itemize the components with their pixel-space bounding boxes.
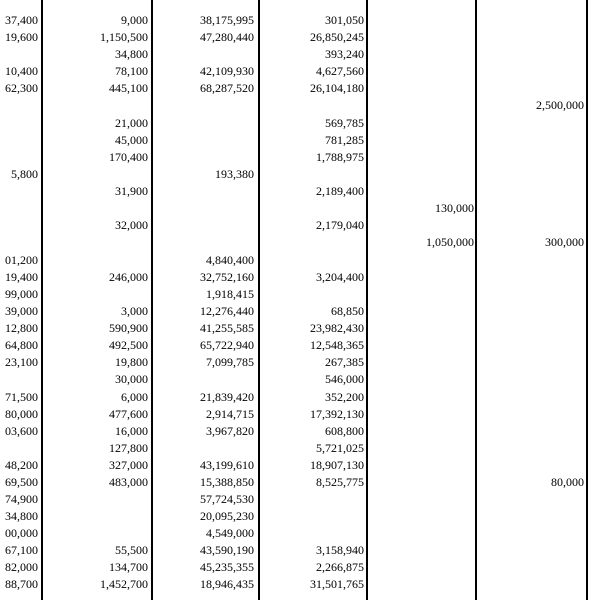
table-row	[0, 252, 600, 269]
table-cell: 4,627,560	[316, 64, 364, 78]
table-cell: 23,982,430	[310, 321, 364, 335]
table-cell: 48,200	[5, 458, 38, 472]
table-cell: 12,548,365	[310, 338, 364, 352]
table-cell: 31,900	[115, 184, 148, 198]
table-row	[0, 46, 600, 63]
table-row	[0, 149, 600, 166]
table-cell: 42,109,930	[200, 64, 254, 78]
table-cell: 88,700	[5, 577, 38, 591]
table-cell: 246,000	[109, 270, 148, 284]
table-cell: 21,000	[115, 116, 148, 130]
table-cell: 170,400	[109, 150, 148, 164]
table-cell: 38,175,995	[200, 13, 254, 27]
table-cell: 18,946,435	[200, 577, 254, 591]
table-cell: 32,000	[115, 218, 148, 232]
table-cell: 43,590,190	[200, 543, 254, 557]
table-cell: 43,199,610	[200, 458, 254, 472]
table-cell: 01,200	[5, 253, 38, 267]
table-cell: 6,000	[121, 390, 148, 404]
table-cell: 8,525,775	[316, 475, 364, 489]
table-row	[0, 80, 600, 97]
table-row	[0, 286, 600, 303]
table-row	[0, 354, 600, 371]
table-cell: 130,000	[435, 201, 474, 215]
table-cell: 193,380	[215, 167, 254, 181]
table-cell: 4,549,000	[206, 526, 254, 540]
table-row	[0, 63, 600, 80]
table-row	[0, 234, 600, 251]
table-cell: 2,189,400	[316, 184, 364, 198]
table-cell: 393,240	[325, 47, 364, 61]
table-row	[0, 491, 600, 508]
table-cell: 32,752,160	[200, 270, 254, 284]
table-row	[0, 406, 600, 423]
table-cell: 445,100	[109, 81, 148, 95]
table-cell: 5,721,025	[316, 441, 364, 455]
table-cell: 62,300	[5, 81, 38, 95]
table-cell: 781,285	[325, 133, 364, 147]
table-cell: 41,255,585	[200, 321, 254, 335]
table-cell: 10,400	[5, 64, 38, 78]
table-row	[0, 440, 600, 457]
table-cell: 134,700	[109, 560, 148, 574]
table-cell: 1,050,000	[426, 235, 474, 249]
table-cell: 2,179,040	[316, 218, 364, 232]
table-cell: 2,500,000	[536, 98, 584, 112]
table-cell: 34,800	[115, 47, 148, 61]
table-cell: 45,000	[115, 133, 148, 147]
table-cell: 00,000	[5, 526, 38, 540]
table-cell: 16,000	[115, 424, 148, 438]
table-cell: 2,914,715	[206, 407, 254, 421]
table-cell: 37,400	[5, 13, 38, 27]
table-row	[0, 303, 600, 320]
table-row	[0, 474, 600, 491]
table-cell: 99,000	[5, 287, 38, 301]
table-cell: 55,500	[115, 543, 148, 557]
table-cell: 327,000	[109, 458, 148, 472]
table-cell: 1,150,500	[100, 30, 148, 44]
table-cell: 12,800	[5, 321, 38, 335]
table-cell: 483,000	[109, 475, 148, 489]
table-cell: 39,000	[5, 304, 38, 318]
table-cell: 3,158,940	[316, 543, 364, 557]
table-cell: 30,000	[115, 372, 148, 386]
table-cell: 127,800	[109, 441, 148, 455]
table-row	[0, 457, 600, 474]
table-cell: 3,000	[121, 304, 148, 318]
table-row	[0, 12, 600, 29]
table-row	[0, 269, 600, 286]
table-cell: 492,500	[109, 338, 148, 352]
table-cell: 477,600	[109, 407, 148, 421]
table-row	[0, 115, 600, 132]
table-cell: 80,000	[551, 475, 584, 489]
table-cell: 546,000	[325, 372, 364, 386]
table-cell: 57,724,530	[200, 492, 254, 506]
table-row	[0, 423, 600, 440]
table-row	[0, 389, 600, 406]
table-cell: 19,800	[115, 355, 148, 369]
table-cell: 31,501,765	[310, 577, 364, 591]
table-row	[0, 337, 600, 354]
table-cell: 23,100	[5, 355, 38, 369]
table-cell: 68,850	[331, 304, 364, 318]
table-cell: 5,800	[11, 167, 38, 181]
table-cell: 82,000	[5, 560, 38, 574]
table-cell: 26,104,180	[310, 81, 364, 95]
table-cell: 19,400	[5, 270, 38, 284]
table-cell: 78,100	[115, 64, 148, 78]
table-cell: 300,000	[545, 235, 584, 249]
table-cell: 9,000	[121, 13, 148, 27]
table-cell: 65,722,940	[200, 338, 254, 352]
table-row	[0, 576, 600, 593]
table-row	[0, 508, 600, 525]
table-cell: 68,287,520	[200, 81, 254, 95]
table-row	[0, 132, 600, 149]
table-cell: 64,800	[5, 338, 38, 352]
table-row	[0, 371, 600, 388]
table-row	[0, 525, 600, 542]
table-cell: 12,276,440	[200, 304, 254, 318]
table-cell: 19,600	[5, 30, 38, 44]
table-cell: 45,235,355	[200, 560, 254, 574]
table-row	[0, 200, 600, 217]
table-cell: 569,785	[325, 116, 364, 130]
table-cell: 267,385	[325, 355, 364, 369]
table-cell: 1,918,415	[206, 287, 254, 301]
table-row	[0, 542, 600, 559]
table-row	[0, 320, 600, 337]
table-cell: 80,000	[5, 407, 38, 421]
table-cell: 3,967,820	[206, 424, 254, 438]
table-row	[0, 97, 600, 114]
table-cell: 590,900	[109, 321, 148, 335]
table-cell: 2,266,875	[316, 560, 364, 574]
table-cell: 34,800	[5, 509, 38, 523]
table-row	[0, 217, 600, 234]
table-cell: 20,095,230	[200, 509, 254, 523]
table-cell: 352,200	[325, 390, 364, 404]
table-cell: 47,280,440	[200, 30, 254, 44]
table-cell: 67,100	[5, 543, 38, 557]
table-cell: 1,452,700	[100, 577, 148, 591]
table-cell: 608,800	[325, 424, 364, 438]
table-cell: 3,204,400	[316, 270, 364, 284]
table-cell: 7,099,785	[206, 355, 254, 369]
table-row	[0, 166, 600, 183]
table-cell: 15,388,850	[200, 475, 254, 489]
table-cell: 71,500	[5, 390, 38, 404]
table-cell: 4,840,400	[206, 253, 254, 267]
table-cell: 26,850,245	[310, 30, 364, 44]
table-cell: 69,500	[5, 475, 38, 489]
table-row	[0, 183, 600, 200]
table-cell: 21,839,420	[200, 390, 254, 404]
table-cell: 17,392,130	[310, 407, 364, 421]
table-cell: 74,900	[5, 492, 38, 506]
table-row	[0, 29, 600, 46]
table-row	[0, 559, 600, 576]
table-cell: 03,600	[5, 424, 38, 438]
table-cell: 301,050	[325, 13, 364, 27]
table-cell: 18,907,130	[310, 458, 364, 472]
table-cell: 1,788,975	[316, 150, 364, 164]
